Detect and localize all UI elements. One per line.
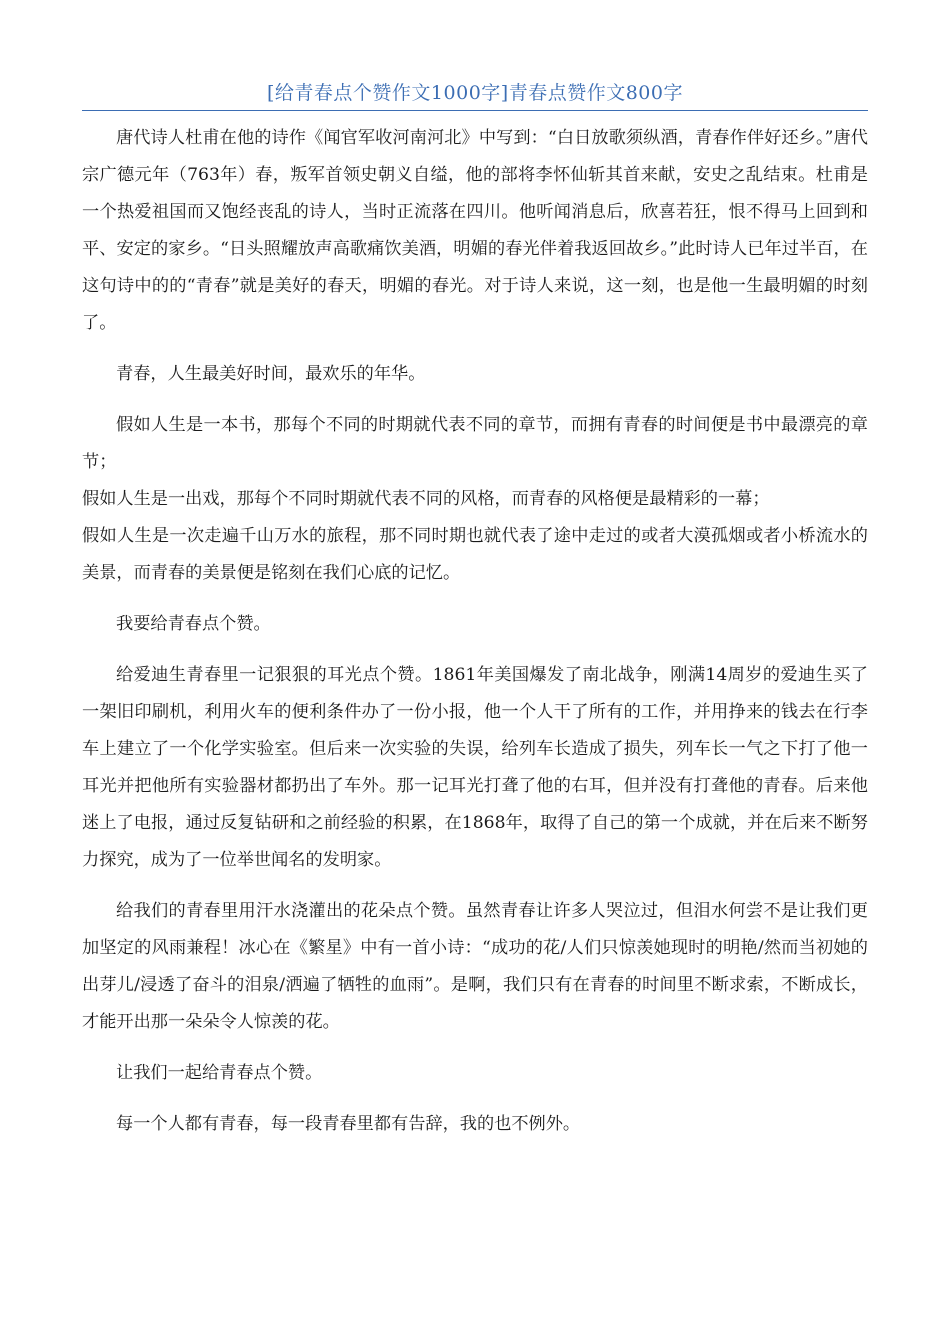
- paragraph-youth-best-time: 青春，人生最美好时间，最欢乐的年华。: [116, 364, 426, 384]
- paragraph-life-journey: 假如人生是一次走遍千山万水的旅程，那不同时期也就代表了途中走过的或者大漠孤烟或者小桥流水的美景，而青春的美景便是铭刻在我们心底的记忆。: [82, 526, 868, 583]
- document-title: [给青春点个赞作文1000字]青春点赞作文800字: [267, 82, 683, 104]
- page-header: [82, 78, 868, 111]
- paragraph-like-youth: 我要给青春点个赞。: [116, 614, 271, 634]
- paragraph-together: 让我们一起给青春点个赞。: [116, 1063, 323, 1083]
- paragraph-du-fu: 唐代诗人杜甫在他的诗作《闻官军收河南河北》中写到：“白日放歌须纵酒，青春作伴好还乡。”唐代宗广德元年（763年）春，叛军首领史朝义自缢，他的部将李怀仙斩其首来献，安史之乱结束。杜甫是一个热爱祖国而又饱经丧乱的诗人，当时正流落在四川。他听闻消息后，欣喜若狂，恨不得马上回到和平、安定的家乡。“日头照耀放声高歌痛饮美酒，明媚的春光伴着我返回故乡。”此时诗人已年过半百，在这句诗中的的“青春”就是美好的春天，明媚的春光。对于诗人来说，这一刻，也是他一生最明媚的时刻了。: [82, 128, 868, 333]
- paragraph-life-book: 假如人生是一本书，那每个不同的时期就代表不同的章节，而拥有青春的时间便是书中最漂亮的章节；: [82, 415, 868, 472]
- paragraph-edison: 给爱迪生青春里一记狠狠的耳光点个赞。1861年美国爆发了南北战争，刚满14周岁的爱迪生买了一架旧印刷机，利用火车的便利条件办了一份小报，他一个人干了所有的工作，并用挣来的钱去在行李车上建立了一个化学实验室。但后来一次实验的失误，给列车长造成了损失，列车长一气之下打了他一耳光并把他所有实验器材都扔出了车外。那一记耳光打聋了他的右耳，但并没有打聋他的青春。后来他迷上了电报，通过反复钻研和之前经验的积累，在1868年，取得了自己的第一个成就，并在后来不断努力探究，成为了一位举世闻名的发明家。: [82, 665, 868, 870]
- paragraph-farewell: 每一个人都有青春，每一段青春里都有告辞，我的也不例外。: [116, 1114, 581, 1134]
- article-body: [82, 120, 868, 1143]
- paragraph-life-play: 假如人生是一出戏，那每个不同时期就代表不同的风格，而青春的风格便是最精彩的一幕；: [82, 489, 770, 509]
- paragraph-flowers: 给我们的青春里用汗水浇灌出的花朵点个赞。虽然青春让许多人哭泣过，但泪水何尝不是让我们更加坚定的风雨兼程！冰心在《繁星》中有一首小诗：“成功的花/人们只惊羡她现时的明艳/然而当初她的出芽儿/浸透了奋斗的泪泉/洒遍了牺牲的血雨”。是啊，我们只有在青春的时间里不断求索，不断成长，才能开出那一朵朵令人惊羡的花。: [82, 901, 868, 1032]
